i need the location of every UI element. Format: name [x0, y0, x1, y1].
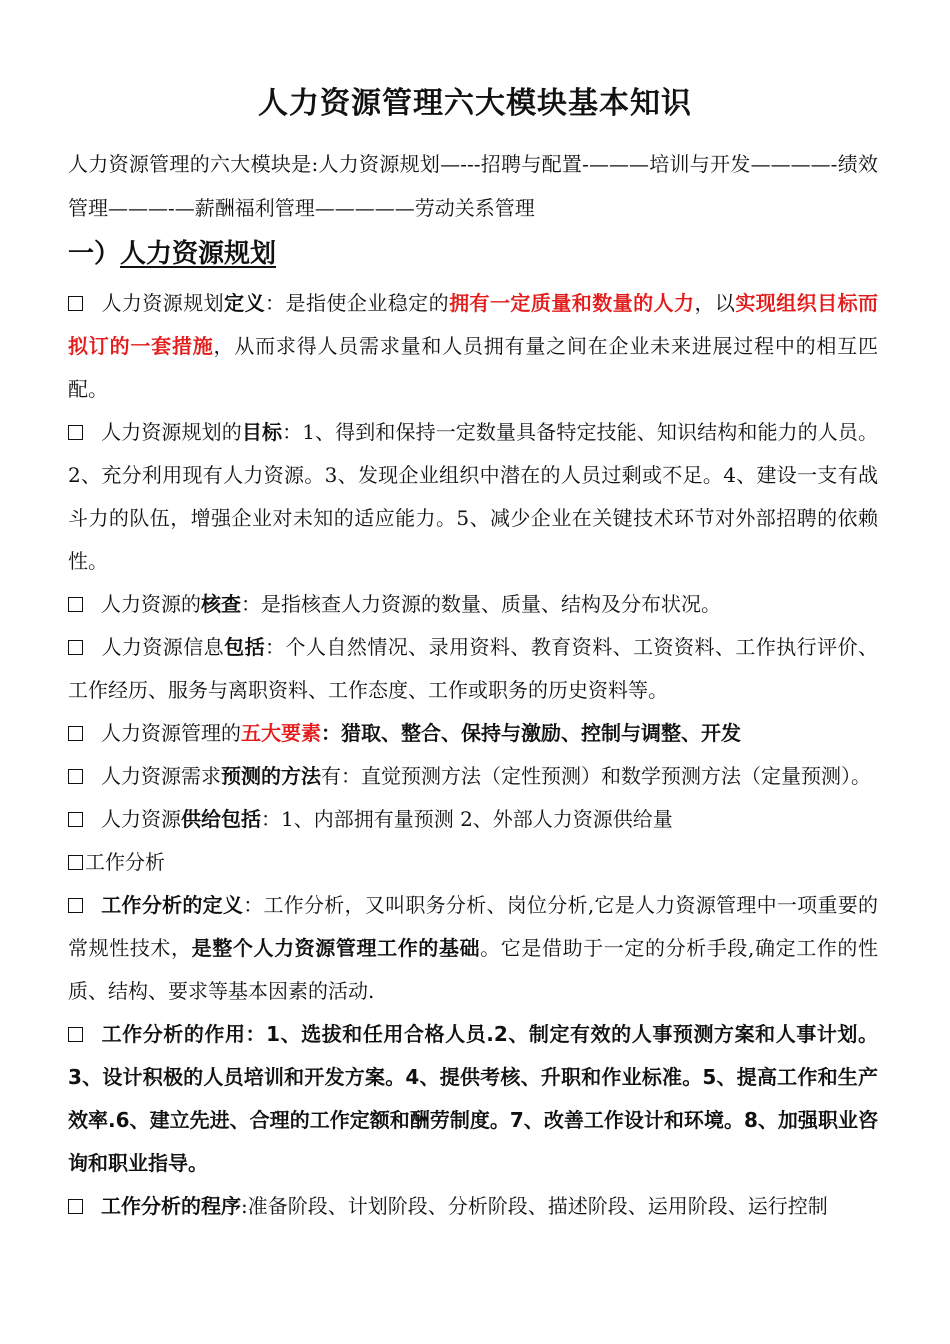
document-title: 人力资源管理六大模块基本知识	[258, 86, 692, 121]
section-title: 人力资源规划	[120, 239, 277, 269]
document-body	[68, 142, 878, 1228]
item-job-analysis: 工作分析	[68, 841, 878, 884]
item-supply: 人力资源供给包括：1、内部拥有量预测 2、外部人力资源供给量	[68, 798, 878, 841]
item-ja-role: 工作分析的作用：1、选拔和任用合格人员.2、制定有效的人事预测方案和人事计划。3、设计积极的人员培训和开发方案。4、提供考核、升职和作业标准。5、提高工作和生产效率.6、建立先进、合理的工作定额和酬劳制度。7、改善工作设计和环境。8、加强职业咨询和职业指导。	[68, 1022, 878, 1175]
checkbox-icon	[68, 812, 83, 827]
item-forecast: 人力资源需求预测的方法有：直觉预测方法（定性预测）和数学预测方法（定量预测）。	[68, 755, 878, 798]
item-info: 人力资源信息包括：个人自然情况、录用资料、教育资料、工资资料、工作执行评价、工作经历、服务与离职资料、工作态度、工作或职务的历史资料等。	[68, 635, 879, 702]
item-ja-procedure: 工作分析的程序:准备阶段、计划阶段、分析阶段、描述阶段、运用阶段、运行控制	[68, 1185, 878, 1228]
checkbox-icon	[68, 597, 83, 612]
checkbox-icon	[68, 898, 83, 913]
checkbox-icon	[68, 726, 83, 741]
item-goals: 人力资源规划的目标：1、得到和保持一定数量具备特定技能、知识结构和能力的人员。2、充分利用现有人力资源。3、发现企业组织中潜在的人员过剩或不足。4、建设一支有战斗力的队伍，增强企业对未知的适应能力。5、减少企业在关键技术环节对外部招聘的依赖性。	[68, 420, 878, 573]
checkbox-icon	[68, 1027, 83, 1042]
item-ja-definition: 工作分析的定义：工作分析，又叫职务分析、岗位分析,它是人力资源管理中一项重要的常规性技术，是整个人力资源管理工作的基础。它是借助于一定的分析手段,确定工作的性质、结构、要求等基本因素的活动.	[68, 893, 879, 1003]
intro-paragraph: 人力资源管理的六大模块是:人力资源规划—---招聘与配置-———培训与开发————-绩效管理———-—薪酬福利管理—————劳动关系管理	[68, 152, 878, 220]
checkbox-icon	[68, 640, 83, 655]
checkbox-icon	[68, 855, 83, 870]
checkbox-icon	[68, 425, 83, 440]
section-number: 一）	[68, 239, 121, 269]
item-definition: 人力资源规划定义：是指使企业稳定的拥有一定质量和数量的人力，以实现组织目标而拟订的一套措施，从而求得人员需求量和人员拥有量之间在企业未来进展过程中的相互匹配。	[68, 291, 879, 401]
checkbox-icon	[68, 769, 83, 784]
checkbox-icon	[68, 296, 83, 311]
item-audit: 人力资源的核查：是指核查人力资源的数量、质量、结构及分布状况。	[68, 583, 878, 626]
item-elements: 人力资源管理的五大要素：猎取、整合、保持与激励、控制与调整、开发	[68, 712, 878, 755]
section-heading	[68, 232, 878, 276]
checkbox-icon	[68, 1199, 83, 1214]
